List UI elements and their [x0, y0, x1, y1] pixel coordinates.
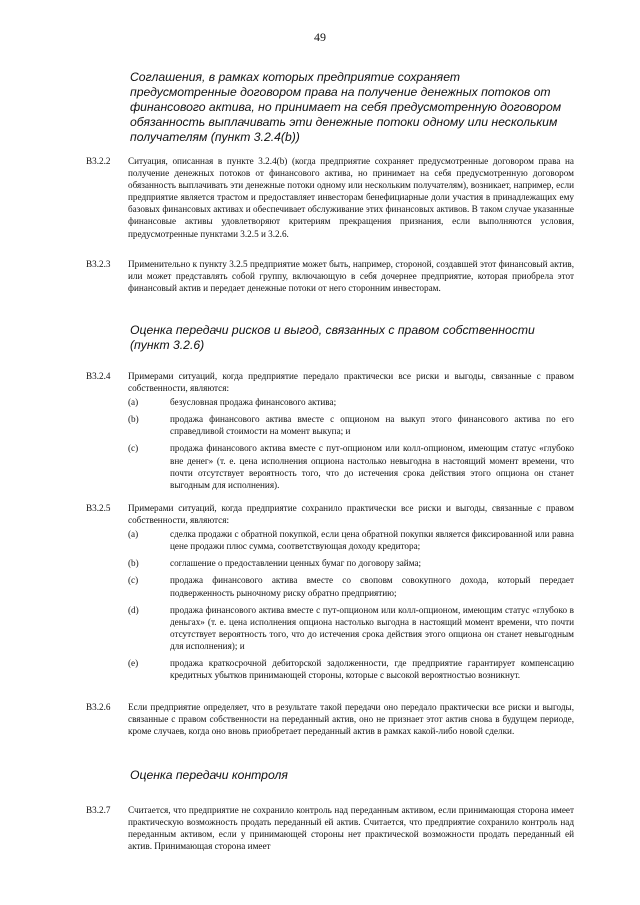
- list-item-label: (a): [128, 529, 139, 540]
- list-item: [86, 657, 574, 681]
- list-item-text: продажа финансового актива вместе с пут-опционом или колл-опционом, имеющим статус «глубоко вне денег» (т. е. цена исполнения опциона настолько невыгодна в настоящий момент времени, что почти отсутствует вероятность того, что до истечения срока действия этого опциона он станет выгодным для исполнения).: [170, 443, 574, 490]
- paragraph-b3-2-4: [86, 370, 574, 491]
- paragraph-number: B3.2.2: [86, 156, 111, 166]
- list-item-text: продажа финансового актива вместе со своповм совокупного дохода, который передает подверженность рыночному риску обратно предприятию;: [170, 575, 574, 598]
- paragraph-number: B3.2.7: [86, 805, 111, 815]
- paragraph-b3-2-2: [86, 155, 574, 240]
- paragraph-text: Применительно к пункту 3.2.5 предприятие может быть, например, стороной, создавшей этот финансовый актив, или может представлять собой группу, включающую в себя дочернее предприятие, которая приобрела этот финансовый актив и передает денежные потоки от него сторонним инвесторам.: [128, 259, 574, 294]
- list-item: [86, 557, 574, 569]
- list-item: [86, 574, 574, 598]
- paragraph-number: B3.2.6: [86, 702, 111, 712]
- paragraph-number: B3.2.4: [86, 371, 111, 381]
- section-heading-risks-rewards: Оценка передачи рисков и выгод, связанных с правом собственности (пункт 3.2.6): [130, 323, 535, 352]
- paragraph-number: B3.2.3: [86, 259, 111, 269]
- list-item: [86, 413, 574, 437]
- paragraph-text: Примерами ситуаций, когда предприятие передало практически все риски и выгоды, связанные с правом собственности, являются:: [128, 371, 574, 394]
- list-item-text: продажа финансового актива вместе с опционом на выкуп этого финансового актива по его справедливой стоимости на момент выкупа; и: [170, 414, 574, 437]
- list-item: [86, 528, 574, 552]
- list-item: [86, 604, 574, 652]
- list-item-label: (b): [128, 414, 139, 425]
- paragraph-text: Если предприятие определяет, что в результате такой передачи оно передало практически все риски и выгоды, связанные с правом собственности на переданный актив, оно не признает этот актив снова в будущем периоде, кроме случаев, когда оно вновь приобретает переданный актив в рамках какой-либо новой сделки.: [128, 702, 574, 737]
- paragraph-b3-2-5: [86, 502, 574, 681]
- list-item-label: (e): [128, 658, 139, 669]
- paragraph-number: B3.2.5: [86, 503, 111, 513]
- paragraph-text: Ситуация, описанная в пункте 3.2.4(b) (когда предприятие сохраняет предусмотренные договором права на получение денежных потоков от финансового актива, но принимает на себя предусмотренную договором обязанность выплачивать эти денежные потоки одному или нескольким получателям), возникает, например, если предприятие является трастом и предоставляет инвесторам бенефициарные доли участия в принадлежащих ему базовых финансовых активах и обеспечивает обслуживание этих финансовых активов. В таком случае указанные финансовые активы удовлетворяют критериям прекращения признания, если выполняются условия, предусмотренные пунктами 3.2.5 и 3.2.6.: [128, 156, 574, 239]
- page-number: 49: [314, 30, 326, 44]
- list-item-text: соглашение о предоставлении ценных бумаг по договору займа;: [170, 558, 422, 569]
- paragraph-b3-2-6: [86, 701, 574, 737]
- paragraph-text: Примерами ситуаций, когда предприятие сохранило практически все риски и выгоды, связанные с правом собственности, являются:: [128, 503, 574, 526]
- paragraph-text: Считается, что предприятие не сохранило контроль над переданным активом, если принимающая сторона имеет практическую возможность продать переданный ей актив. Считается, что предприятие сохранило контроль над переданным активом, если у принимающей стороны нет практической возможности продать переданный ей актив. Принимающая сторона имеет: [128, 805, 574, 852]
- section-heading-control: Оценка передачи контроля: [130, 768, 288, 782]
- section-heading-arrangements: Соглашения, в рамках которых предприятие сохраняет предусмотренные договором права на получение денежных потоков от финансового актива, но принимает на себя предусмотренную договором обязанность выплачивать эти денежные потоки одному или нескольким получателям (пункт 3.2.4(b)): [130, 70, 562, 144]
- paragraph-b3-2-7: [86, 804, 574, 852]
- list-item-text: продажа краткосрочной дебиторской задолженности, где предприятие гарантирует компенсацию кредитных убытков принимающей стороны, которые с высокой вероятностью возникнут.: [170, 658, 574, 681]
- list-item-label: (a): [128, 397, 139, 408]
- list-item: [86, 396, 574, 408]
- list-item: [86, 442, 574, 490]
- list-item-label: (c): [128, 575, 139, 586]
- list-item-label: (d): [128, 604, 139, 615]
- paragraph-b3-2-3: [86, 258, 574, 294]
- list-item-text: продажа финансового актива вместе с пут-опционом или колл-опционом, имеющим статус «глубоко в деньгах» (т. е. цена исполнения опциона настолько выгодна в настоящий момент времени, что почти отсутствует вероятность того, что до истечения срока действия этого опциона он станет невыгодным для исполнения); и: [170, 604, 574, 651]
- list-item-text: безусловная продажа финансового актива;: [170, 397, 337, 408]
- list-item-text: сделка продажи с обратной покупкой, если цена обратной покупки является фиксированной или равна цене продажи плюс сумма, соответствующая доходу кредитора;: [170, 529, 574, 552]
- list-item-label: (c): [128, 443, 139, 454]
- list-item-label: (b): [128, 558, 139, 569]
